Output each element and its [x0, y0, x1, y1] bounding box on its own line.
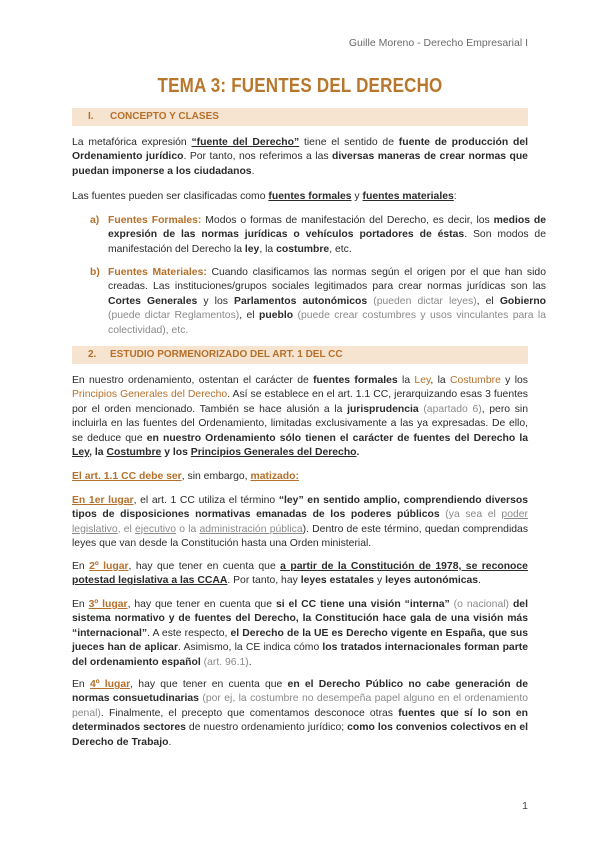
paragraph-intro — [72, 136, 528, 179]
running-header: Guille Moreno - Derecho Empresarial I — [348, 37, 528, 49]
aside: (puede crear costumbres y usos vinculantes para la colectividad), etc. — [108, 310, 547, 336]
text: la — [397, 375, 415, 386]
emphasis: si el CC tiene una visión “interna” — [275, 599, 450, 610]
paragraph-first-point — [72, 494, 528, 552]
text: . — [251, 165, 255, 177]
text: . A este respecto, — [147, 627, 231, 639]
text: ). Dentro de este término, quedan comprendidas leyes que van desde la Constitución hasta una Orden ministerial. — [72, 523, 529, 550]
text: y los — [500, 375, 528, 386]
paragraph-ordenamiento — [72, 374, 528, 460]
highlight: 4º lugar — [89, 679, 131, 690]
aside: poder legislativo — [72, 509, 528, 535]
emphasis: jurisprudencia — [347, 403, 419, 415]
section-title: CONCEPTO Y CLASES — [110, 111, 219, 122]
list-marker: b) — [90, 267, 100, 278]
emphasis: fuentes materiales — [362, 191, 454, 202]
text: , pero sin incluirla en las fuentes del Ordenamiento, limitadas exclusivamente a las ya expresadas. De ello, se deduce que — [72, 403, 528, 444]
text: , la — [430, 375, 451, 386]
text: , etc. — [329, 243, 352, 255]
emphasis: Ley — [72, 447, 90, 459]
section-heading-1 — [72, 108, 528, 126]
emphasis: del sistema normativo y de fuentes del Derecho, la Constitución hace gala de una visión más “internacional” — [72, 599, 528, 639]
highlight: En 1er lugar — [72, 495, 134, 506]
highlight: 2º lugar — [89, 561, 129, 572]
highlight: Costumbre — [450, 375, 501, 386]
text: y — [374, 575, 386, 587]
paragraph-fourth-point — [72, 678, 528, 750]
aside: ejecutivo — [135, 523, 177, 535]
highlight: Ley — [414, 375, 431, 386]
emphasis: fuente de producción del Ordenamiento jurídico — [72, 137, 529, 163]
text: . — [168, 736, 172, 748]
aside: (apartado 6) — [418, 403, 482, 415]
text: , sin embargo, — [181, 471, 251, 482]
text: . — [478, 575, 481, 587]
emphasis: . — [356, 447, 360, 459]
text: Cuando clasificamos las normas según el origen por el que han sido creadas. Las instituciones/grupos sociales legitimados para crear normas jurídicas son las — [108, 267, 546, 293]
emphasis: el Derecho de la UE es Derecho vigente en España, que sus jueces han de aplicar — [72, 627, 528, 654]
section-heading-2 — [72, 346, 528, 364]
emphasis: costumbre — [276, 243, 330, 255]
text: En — [72, 679, 90, 690]
emphasis: Parlamentos autonómicos — [234, 295, 368, 307]
section-number: 2. — [88, 349, 97, 360]
emphasis: Gobierno — [499, 295, 547, 307]
highlight: 3º lugar — [88, 599, 128, 610]
text: . Por tanto, nos referimos a las — [183, 151, 333, 163]
emphasis: “fuente del Derecho” — [191, 137, 300, 148]
text: y los — [197, 295, 235, 307]
text: y — [351, 191, 363, 202]
text: La metafórica expresión — [72, 137, 192, 148]
text: . Son modos de manifestación del Derecho la — [108, 229, 546, 255]
aside: (por ej, la costumbre no desempeña papel alguno en el ordenamiento penal) — [72, 693, 528, 719]
emphasis: leyes autonómicas — [385, 575, 479, 587]
page-title: TEMA 3: FUENTES DEL DERECHO — [157, 74, 443, 97]
list-item-material-sources — [90, 266, 546, 338]
text: de nuestro ordenamiento jurídico; — [185, 722, 348, 734]
text: , hay que tener en cuenta que — [128, 561, 281, 572]
text: En — [72, 561, 90, 572]
text: Modos o formas de manifestación del Derecho, es decir, los — [201, 215, 494, 226]
text: . Finalmente, el precepto que comentamos desconoce otras — [100, 707, 399, 719]
emphasis: medios de expresión de las normas jurídicas o vehículos portadores de éstas — [108, 215, 547, 241]
section-title: ESTUDIO PORMENORIZADO DEL ART. 1 DEL CC — [110, 349, 343, 360]
text: En — [72, 599, 89, 610]
emphasis: y los — [161, 447, 191, 459]
aside: , el — [117, 523, 136, 535]
aside: (pueden dictar leyes) — [367, 295, 477, 307]
term: Fuentes Formales: — [108, 215, 202, 226]
text: tiene el sentido de — [299, 137, 399, 148]
emphasis: en el Derecho Público no cabe generación de normas consuetudinarias — [72, 679, 528, 705]
section-number: I. — [88, 111, 94, 122]
emphasis: a partir de la Constitución de 1978, se reconoce potestad legislativa a las CCAA — [72, 561, 528, 587]
list-marker: a) — [90, 215, 100, 226]
aside: (art. 96.1) — [200, 656, 249, 668]
emphasis: fuentes formales — [313, 375, 398, 386]
text: . Así se establece en el art. 1.1 CC, jerarquizando esas 3 fuentes por el orden mencionado. También se hace alusión a la — [72, 389, 528, 415]
paragraph-classification — [72, 190, 528, 204]
emphasis: leyes estatales — [300, 575, 375, 587]
emphasis: diversas maneras de crear normas que puedan imponerse a los ciudadanos — [72, 151, 528, 177]
emphasis: los tratados internacionales forman parte del ordenamiento español — [72, 642, 528, 668]
paragraph-matizado — [72, 470, 528, 484]
text: , el art. 1 CC utiliza el término — [133, 495, 279, 506]
text: , hay que tener en cuenta que — [127, 599, 276, 610]
emphasis: fuentes que sí lo son en determinados sectores — [72, 707, 528, 734]
text: , la — [259, 243, 277, 255]
list-item-formal-sources — [90, 214, 546, 257]
highlight: El art. 1.1 CC debe ser — [72, 471, 182, 482]
emphasis: “ley” en sentido amplio, comprendiendo diversos tipos de disposiciones normativas emanadas de los poderes públicos — [72, 495, 528, 521]
text: , el — [476, 295, 500, 307]
page-number: 1 — [522, 800, 528, 812]
emphasis: ley — [244, 243, 260, 255]
text: . Asimismo, la CE indica cómo — [178, 642, 323, 654]
text: . — [248, 656, 252, 668]
text: Las fuentes pueden ser clasificadas como — [72, 191, 269, 202]
text: : — [453, 191, 457, 202]
emphasis: Costumbre — [106, 447, 162, 459]
highlight: matizado: — [250, 471, 299, 482]
emphasis: Principios Generales del Derecho — [190, 447, 357, 459]
term: Fuentes Materiales: — [108, 267, 207, 278]
text: . Por tanto, hay — [227, 575, 301, 587]
aside: (puede dictar Reglamentos) — [108, 310, 240, 322]
emphasis: como los convenios colectivos en el Derecho de Trabajo — [72, 722, 528, 748]
emphasis: en nuestro Ordenamiento sólo tienen el carácter de fuentes del Derecho la — [146, 432, 528, 444]
text: En nuestro ordenamiento, ostentan el carácter de — [72, 375, 314, 386]
aside: administración pública — [199, 523, 303, 535]
paragraph-second-point — [72, 560, 528, 589]
emphasis: fuentes formales — [268, 191, 352, 202]
aside: o la — [176, 523, 200, 535]
text: , el — [239, 310, 260, 322]
aside: (ya sea el — [439, 509, 502, 521]
text: , hay que tener en cuenta que — [130, 679, 288, 690]
emphasis: Cortes Generales — [108, 295, 198, 307]
aside: (o nacional) — [449, 599, 510, 610]
emphasis: , la — [89, 447, 107, 459]
highlight: Principios Generales del Derecho — [72, 389, 228, 401]
emphasis: pueblo — [259, 310, 294, 322]
paragraph-third-point — [72, 598, 528, 670]
